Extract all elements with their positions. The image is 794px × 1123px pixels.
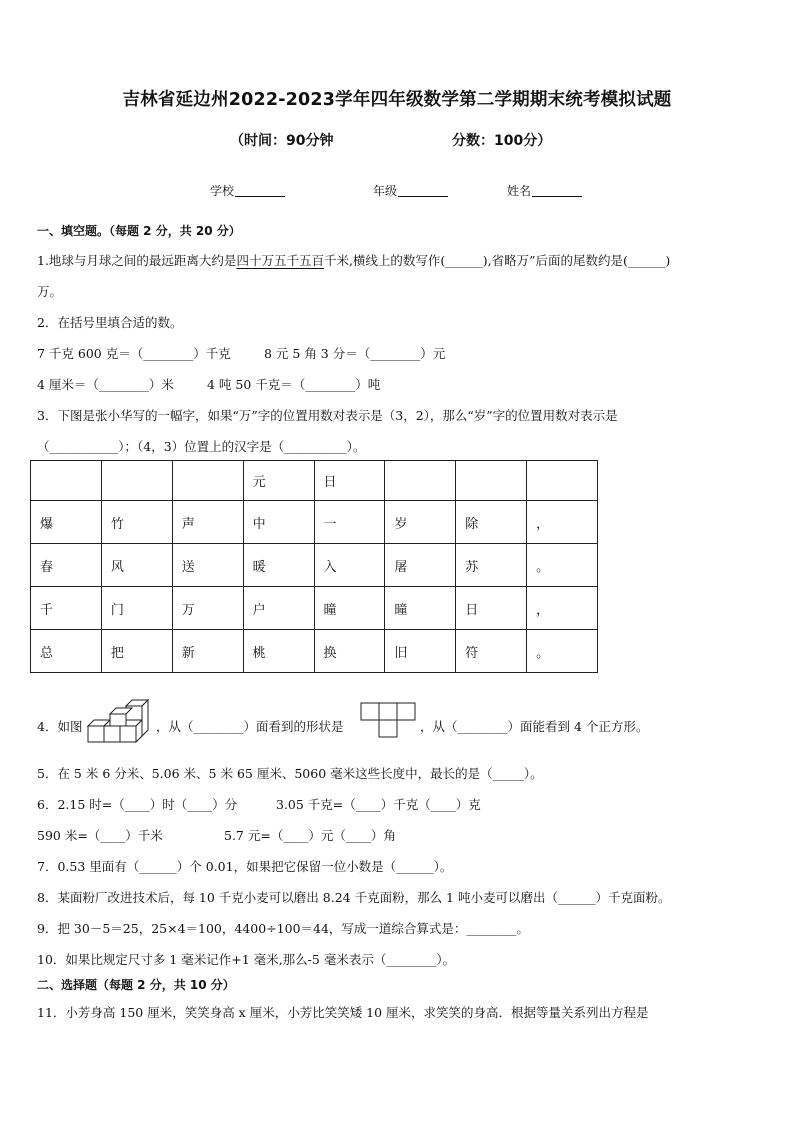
grid-cell: 。 <box>527 544 598 587</box>
square-3 <box>397 703 415 720</box>
grid-cell: 声 <box>172 501 243 544</box>
grid-cell: 岁 <box>385 501 456 544</box>
grid-cell: ， <box>527 587 598 630</box>
question-8: 8．某面粉厂改进技术后，每 10 千克小麦可以磨出 8.24 千克面粉，那么 1 吨小麦可以磨出（______）千克面粉。 <box>37 890 671 905</box>
question-4-a: 4．如图 <box>37 719 83 734</box>
name-field <box>507 182 582 199</box>
square-4 <box>379 720 397 737</box>
question-9: 9．把 30－5＝25，25×4＝100，4400÷100＝44，写成一道综合算式是：________。 <box>37 921 529 936</box>
question-2b: 8 元 5 角 3 分＝（________）元 <box>264 346 446 361</box>
q1-pre: 1.地球与月球之间的最远距离大约是 <box>37 253 237 268</box>
grid-cell: 中 <box>243 501 314 544</box>
question-5: 5．在 5 米 6 分米、5.06 米、5 米 65 厘米、5060 毫米这些长度中，最长的是（_____）。 <box>37 766 543 781</box>
view-shape-figure <box>360 702 420 740</box>
section-fill-in-heading: 一、填空题。（每题 2 分，共 20 分） <box>37 224 241 238</box>
question-2c: 4 厘米＝（________）米 <box>37 377 174 392</box>
grid-cell: ， <box>527 501 598 544</box>
grid-cell: 爆 <box>31 501 102 544</box>
school-field <box>210 182 285 199</box>
name-label: 姓名 <box>507 184 532 198</box>
grid-row <box>31 461 598 501</box>
question-1 <box>37 251 670 269</box>
name-blank[interactable] <box>532 184 582 197</box>
grid-cell: 新 <box>172 630 243 673</box>
grade-blank[interactable] <box>398 184 448 197</box>
grid-cell: 竹 <box>101 501 172 544</box>
question-3-cont: （___________）；（4，3）位置上的汉字是（__________）。 <box>37 439 366 454</box>
question-6a: 6．2.15 时=（____）时（____）分 <box>37 797 238 812</box>
grid-cell: 换 <box>314 630 385 673</box>
question-6b: 3.05 千克=（____）千克（____）克 <box>276 797 481 812</box>
q1-post: 千米,横线上的数写作(______),省略万”后面的尾数约是(______) <box>323 253 671 268</box>
grid-cell <box>101 461 172 501</box>
grid-cell <box>456 461 527 501</box>
cube-1 <box>88 726 104 742</box>
grade-field <box>373 182 448 199</box>
school-label: 学校 <box>210 184 235 198</box>
grid-cell: 送 <box>172 544 243 587</box>
school-blank[interactable] <box>235 184 285 197</box>
poem-grid <box>30 460 598 673</box>
grid-row <box>31 587 598 630</box>
grid-cell: 。 <box>527 630 598 673</box>
square-2 <box>379 703 397 720</box>
grid-cell: 千 <box>31 587 102 630</box>
question-2a: 7 千克 600 克＝（________）千克 <box>37 346 231 361</box>
grid-cell: 春 <box>31 544 102 587</box>
question-11: 11．小芳身高 150 厘米，笑笑身高 x 厘米，小芳比笑笑矮 10 厘米，求笑笑的身高．根据等量关系列出方程是 <box>37 1005 649 1020</box>
grid-cell: 把 <box>101 630 172 673</box>
grid-cell: 除 <box>456 501 527 544</box>
grid-row <box>31 630 598 673</box>
cube-3 <box>120 726 136 742</box>
grid-cell: 桃 <box>243 630 314 673</box>
grid-cell: 一 <box>314 501 385 544</box>
grid-cell: 门 <box>101 587 172 630</box>
grid-cell: 户 <box>243 587 314 630</box>
grid-cell <box>527 461 598 501</box>
grid-cell <box>31 461 102 501</box>
page-title: 吉林省延边州2022-2023学年四年级数学第二学期期末统考模拟试题 <box>122 90 672 110</box>
square-1 <box>361 703 379 720</box>
grade-label: 年级 <box>373 184 398 198</box>
grid-cell: 总 <box>31 630 102 673</box>
exam-score: 分数：100分） <box>452 133 552 149</box>
exam-time: （时间：90分钟 <box>230 133 334 149</box>
grid-cell: 屠 <box>385 544 456 587</box>
grid-cell <box>172 461 243 501</box>
question-6c: 590 米=（____）千米 <box>37 828 163 843</box>
grid-cell: 曈 <box>314 587 385 630</box>
question-10: 10．如果比规定尺寸多 1 毫米记作+1 毫米,那么-5 毫米表示（________）。 <box>37 952 456 967</box>
grid-cell: 暖 <box>243 544 314 587</box>
cube-5 <box>110 714 126 726</box>
cube-stack-figure <box>86 696 156 746</box>
grid-cell: 万 <box>172 587 243 630</box>
question-4-c: ，从（________）面能看到 4 个正方形。 <box>420 719 649 734</box>
question-2d: 4 吨 50 千克＝（________）吨 <box>207 377 381 392</box>
grid-cell: 日 <box>456 587 527 630</box>
grid-cell: 苏 <box>456 544 527 587</box>
grid-cell: 入 <box>314 544 385 587</box>
question-2: 2．在括号里填合适的数。 <box>37 315 183 330</box>
cube-4-side <box>142 700 148 736</box>
section-choice-heading: 二、选择题（每题 2 分，共 10 分） <box>37 978 235 992</box>
question-6d: 5.7 元=（____）元（____）角 <box>224 828 396 843</box>
grid-cell: 符 <box>456 630 527 673</box>
q1-underlined: 四十万五千五百 <box>236 253 324 268</box>
grid-cell <box>385 461 456 501</box>
question-3: 3．下图是张小华写的一幅字，如果“万”字的位置用数对表示是（3，2），那么“岁”字的位置用数对表示是 <box>37 408 618 423</box>
grid-cell: 旧 <box>385 630 456 673</box>
question-4-b: ，从（________）面看到的形状是 <box>156 719 344 734</box>
grid-cell: 风 <box>101 544 172 587</box>
cube-2 <box>104 726 120 742</box>
question-1-cont: 万。 <box>37 284 63 299</box>
grid-cell: 日 <box>314 461 385 501</box>
grid-cell: 曈 <box>385 587 456 630</box>
question-7: 7．0.53 里面有（______）个 0.01，如果把它保留一位小数是（______）。 <box>37 859 453 874</box>
grid-row <box>31 544 598 587</box>
grid-row <box>31 501 598 544</box>
grid-cell: 元 <box>243 461 314 501</box>
